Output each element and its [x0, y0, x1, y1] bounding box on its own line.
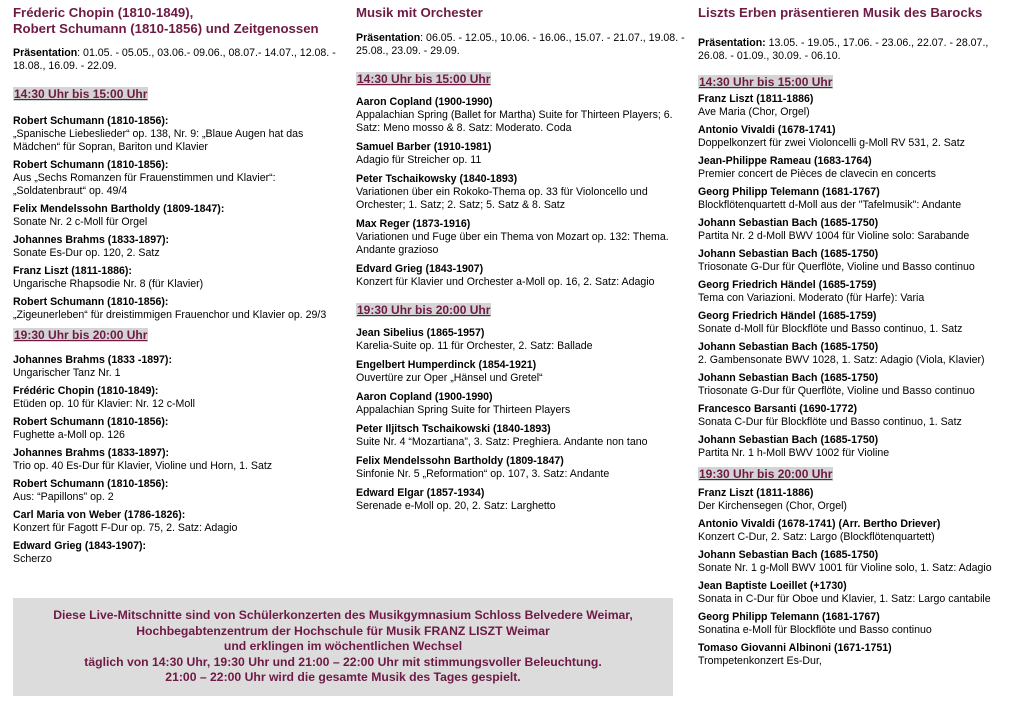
program-entry — [13, 296, 343, 322]
work-title: Premier concert de Pièces de clavecin en concerts — [698, 168, 936, 180]
praesentation-dates — [13, 47, 343, 73]
composer-name: Franz Liszt (1811-1886): — [13, 265, 132, 277]
program-entry — [356, 173, 686, 212]
composer-name: Tomaso Giovanni Albinoni (1671-1751) — [698, 642, 892, 654]
session-time-1430: 14:30 Uhr bis 15:00 Uhr — [14, 87, 148, 101]
composer-name: Georg Friedrich Händel (1685-1759) — [698, 310, 877, 322]
work-title: Serenade e-Moll op. 20, 2. Satz: Larghetto — [356, 500, 556, 512]
column-heading — [698, 5, 1020, 21]
composer-name: Carl Maria von Weber (1786-1826): — [13, 509, 186, 521]
program-entry — [698, 434, 1020, 460]
work-title: Ungarische Rhapsodie Nr. 8 (für Klavier) — [13, 278, 204, 290]
praesentation-text: : 01.05. - 05.05., 03.06.- 09.06., 08.07.- 14.07., 12.08. - 18.08., 16.09. - 22.09. — [13, 47, 336, 72]
work-title: Aus „Sechs Romanzen für Frauenstimmen und Klavier“: „Soldatenbraut“ op. 49/4 — [13, 172, 276, 197]
work-title: Fughette a-Moll op. 126 — [13, 429, 125, 441]
program-entry — [13, 385, 343, 411]
praesentation-text: : 06.05. - 12.05., 10.06. - 16.06., 15.07. - 21.07., 19.08. - 25.08., 23.09. - 29.09. — [356, 32, 685, 57]
program-entry — [698, 487, 1020, 513]
heading-line: Liszts Erben präsentieren Musik des Barocks — [698, 5, 983, 20]
composer-name: Johannes Brahms (1833-1897): — [13, 234, 170, 246]
composer-name: Antonio Vivaldi (1678-1741) — [698, 124, 836, 136]
composer-name: Johann Sebastian Bach (1685-1750) — [698, 217, 879, 229]
program-entry — [698, 611, 1020, 637]
program-entry — [698, 93, 1020, 119]
session-entries — [356, 96, 686, 289]
work-title: Der Kirchensegen (Chor, Orgel) — [698, 500, 847, 512]
composer-name: Antonio Vivaldi (1678-1741) (Arr. Bertho Driever) — [698, 518, 941, 530]
session-entries — [13, 115, 343, 322]
composer-name: Robert Schumann (1810-1856): — [13, 296, 169, 308]
session-time-1430: 14:30 Uhr bis 15:00 Uhr — [699, 75, 833, 89]
program-entry — [13, 447, 343, 473]
column-orchester — [356, 0, 686, 513]
work-title: Adagio für Streicher op. 11 — [356, 154, 482, 166]
work-title: Blockflötenquartett d-Moll aus der "Tafelmusik": Andante — [698, 199, 962, 211]
column-barock — [698, 0, 1020, 668]
program-entry — [13, 115, 343, 154]
column-heading — [356, 5, 686, 21]
work-title: Trompetenkonzert Es-Dur, — [698, 655, 822, 667]
session-time-1930: 19:30 Uhr bis 20:00 Uhr — [357, 303, 491, 317]
praesentation-text: 13.05. - 19.05., 17.06. - 23.06., 22.07. - 28.07., 26.08. - 01.09., 30.09. - 06.10. — [698, 37, 989, 62]
program-entry — [698, 186, 1020, 212]
program-entry — [698, 372, 1020, 398]
composer-name: Frédéric Chopin (1810-1849): — [13, 385, 159, 397]
work-title: Sonate d-Moll für Blockflöte und Basso continuo, 1. Satz — [698, 323, 963, 335]
composer-name: Jean-Philippe Rameau (1683-1764) — [698, 155, 872, 167]
composer-name: Johannes Brahms (1833 -1897): — [13, 354, 172, 366]
composer-name: Edward Elgar (1857-1934) — [356, 487, 485, 499]
composer-name: Peter Iljitsch Tschaikowski (1840-1893) — [356, 423, 551, 435]
composer-name: Jean Sibelius (1865-1957) — [356, 327, 485, 339]
praesentation-dates — [698, 37, 1020, 63]
work-title: Sonatina e-Moll für Blockflöte und Basso continuo — [698, 624, 932, 636]
program-entry — [698, 580, 1020, 606]
program-entry — [356, 263, 686, 289]
work-title: Karelia-Suite op. 11 für Orchester, 2. Satz: Ballade — [356, 340, 593, 352]
work-title: Sonata in C-Dur für Oboe und Klavier, 1. Satz: Largo cantabile — [698, 593, 991, 605]
program-entry — [698, 642, 1020, 668]
work-title: „Spanische Liebeslieder“ op. 138, Nr. 9: „Blaue Augen hat das Mädchen“ für Sopran, Bariton und Klavier — [13, 128, 304, 153]
work-title: Sonate Nr. 2 c-Moll für Orgel — [13, 216, 148, 228]
composer-name: Samuel Barber (1910-1981) — [356, 141, 492, 153]
praesentation-dates — [356, 32, 686, 58]
work-title: Partita Nr. 2 d-Moll BWV 1004 für Violine solo: Sarabande — [698, 230, 970, 242]
column-heading — [13, 5, 343, 37]
work-title: Ungarischer Tanz Nr. 1 — [13, 367, 121, 379]
program-entry — [698, 518, 1020, 544]
notice-line: täglich von 14:30 Uhr, 19:30 Uhr und 21:00 – 22:00 Uhr mit stimmungsvoller Beleuchtung. — [84, 654, 602, 669]
program-entry — [698, 248, 1020, 274]
program-entry — [698, 217, 1020, 243]
program-entry — [13, 540, 343, 566]
session-entries — [698, 93, 1020, 460]
program-entry — [698, 310, 1020, 336]
work-title: Variationen über ein Rokoko-Thema op. 33 für Violoncello und Orchester; 1. Satz; 2. Satz; 5. Satz & 8. Satz — [356, 186, 648, 211]
work-title: Etüden op. 10 für Klavier: Nr. 12 c-Moll — [13, 398, 195, 410]
program-entry — [698, 279, 1020, 305]
composer-name: Robert Schumann (1810-1856): — [13, 478, 169, 490]
program-entry — [356, 487, 686, 513]
work-title: Aus: “Papillons” op. 2 — [13, 491, 114, 503]
praesentation-label: Präsentation: — [698, 37, 766, 49]
work-title: Konzert für Fagott F-Dur op. 75, 2. Satz: Adagio — [13, 522, 238, 534]
work-title: Sonate Nr. 1 g-Moll BWV 1001 für Violine solo, 1. Satz: Adagio — [698, 562, 992, 574]
program-entry — [698, 124, 1020, 150]
work-title: Appalachian Spring (Ballet for Martha) Suite for Thirteen Players; 6. Satz: Meno mosso & 8. Satz: Moderato. Coda — [356, 109, 673, 134]
notice-line: 21:00 – 22:00 Uhr wird die gesamte Musik des Tages gespielt. — [165, 670, 521, 684]
praesentation-label: Präsentation — [356, 32, 421, 44]
program-entry — [13, 354, 343, 380]
work-title: Suite Nr. 4 “Mozartiana”, 3. Satz: Preghiera. Andante non tano — [356, 436, 648, 448]
column-chopin-schumann — [13, 0, 343, 566]
program-entry — [13, 509, 343, 535]
praesentation-label: Präsentation — [13, 47, 78, 59]
program-entry — [356, 423, 686, 449]
heading-line: Fréderic Chopin (1810-1849), — [13, 5, 194, 20]
program-entry — [13, 159, 343, 198]
composer-name: Peter Tschaikowsky (1840-1893) — [356, 173, 518, 185]
composer-name: Max Reger (1873-1916) — [356, 218, 471, 230]
composer-name: Georg Philipp Telemann (1681-1767) — [698, 186, 880, 198]
composer-name: Johannes Brahms (1833-1897): — [13, 447, 170, 459]
work-title: Doppelkonzert für zwei Violoncelli g-Moll RV 531, 2. Satz — [698, 137, 965, 149]
composer-name: Felix Mendelssohn Bartholdy (1809-1847): — [13, 203, 225, 215]
composer-name: Aaron Copland (1900-1990) — [356, 391, 493, 403]
program-entry — [356, 327, 686, 353]
composer-name: Jean Baptiste Loeillet (+1730) — [698, 580, 847, 592]
work-title: Appalachian Spring Suite for Thirteen Players — [356, 404, 571, 416]
work-title: Scherzo — [13, 553, 52, 565]
work-title: Ouvertüre zur Oper „Hänsel und Gretel“ — [356, 372, 543, 384]
session-time-1930: 19:30 Uhr bis 20:00 Uhr — [14, 328, 148, 342]
work-title: Sonata C-Dur für Blockflöte und Basso continuo, 1. Satz — [698, 416, 962, 428]
composer-name: Edward Grieg (1843-1907): — [13, 540, 147, 552]
heading-line: Robert Schumann (1810-1856) und Zeitgenossen — [13, 21, 319, 36]
heading-line: Musik mit Orchester — [356, 5, 483, 20]
composer-name: Robert Schumann (1810-1856): — [13, 159, 169, 171]
program-entry — [356, 96, 686, 135]
program-entry — [356, 141, 686, 167]
program-entry — [356, 359, 686, 385]
work-title: Triosonate G-Dur für Querflöte, Violine und Basso continuo — [698, 261, 975, 273]
program-entry — [356, 218, 686, 257]
program-entry — [13, 265, 343, 291]
program-entry — [698, 549, 1020, 575]
program-entry — [13, 234, 343, 260]
notice-line: Hochbegabtenzentrum der Hochschule für Musik FRANZ LISZT Weimar — [136, 623, 550, 638]
work-title: 2. Gambensonate BWV 1028, 1. Satz: Adagio (Viola, Klavier) — [698, 354, 985, 366]
work-title: Partita Nr. 1 h-Moll BWV 1002 für Violine — [698, 447, 890, 459]
composer-name: Georg Friedrich Händel (1685-1759) — [698, 279, 877, 291]
work-title: „Zigeunerleben“ für dreistimmigen Frauenchor und Klavier op. 29/3 — [13, 309, 327, 321]
work-title: Konzert C-Dur, 2. Satz: Largo (Blockflötenquartett) — [698, 531, 935, 543]
program-entry — [698, 341, 1020, 367]
work-title: Triosonate G-Dur für Querflöte, Violine und Basso continuo — [698, 385, 975, 397]
program-entry — [13, 416, 343, 442]
program-entry — [698, 403, 1020, 429]
work-title: Sinfonie Nr. 5 „Reformation“ op. 107, 3. Satz: Andante — [356, 468, 610, 480]
composer-name: Johann Sebastian Bach (1685-1750) — [698, 248, 879, 260]
program-entry — [698, 155, 1020, 181]
session-entries — [356, 327, 686, 513]
program-entry — [13, 478, 343, 504]
composer-name: Johann Sebastian Bach (1685-1750) — [698, 341, 879, 353]
composer-name: Edvard Grieg (1843-1907) — [356, 263, 484, 275]
notice-box — [13, 598, 673, 696]
session-time-1930: 19:30 Uhr bis 20:00 Uhr — [699, 467, 833, 481]
composer-name: Johann Sebastian Bach (1685-1750) — [698, 434, 879, 446]
session-time-1430: 14:30 Uhr bis 15:00 Uhr — [357, 72, 491, 86]
composer-name: Franz Liszt (1811-1886) — [698, 487, 814, 499]
notice-line: Diese Live-Mitschnitte sind von Schülerkonzerten des Musikgymnasium Schloss Belvedere Weimar, — [53, 608, 633, 622]
work-title: Konzert für Klavier und Orchester a-Moll op. 16, 2. Satz: Adagio — [356, 276, 655, 288]
program-entry — [13, 203, 343, 229]
notice-line: und erklingen im wöchentlichen Wechsel — [223, 639, 463, 653]
program-entry — [356, 391, 686, 417]
program-entry — [356, 455, 686, 481]
work-title: Tema con Variazioni. Moderato (für Harfe): Varia — [698, 292, 925, 304]
composer-name: Robert Schumann (1810-1856): — [13, 115, 169, 127]
composer-name: Francesco Barsanti (1690-1772) — [698, 403, 857, 415]
work-title: Ave Maria (Chor, Orgel) — [698, 106, 810, 118]
composer-name: Johann Sebastian Bach (1685-1750) — [698, 372, 879, 384]
composer-name: Franz Liszt (1811-1886) — [698, 93, 814, 105]
composer-name: Georg Philipp Telemann (1681-1767) — [698, 611, 880, 623]
composer-name: Johann Sebastian Bach (1685-1750) — [698, 549, 879, 561]
composer-name: Engelbert Humperdinck (1854-1921) — [356, 359, 537, 371]
work-title: Variationen und Fuge über ein Thema von Mozart op. 132: Thema. Andante grazioso — [356, 231, 669, 256]
work-title: Trio op. 40 Es-Dur für Klavier, Violine und Horn, 1. Satz — [13, 460, 273, 472]
work-title: Sonate Es-Dur op. 120, 2. Satz — [13, 247, 160, 259]
session-entries — [13, 354, 343, 566]
composer-name: Aaron Copland (1900-1990) — [356, 96, 493, 108]
session-entries — [698, 487, 1020, 668]
composer-name: Felix Mendelssohn Bartholdy (1809-1847) — [356, 455, 564, 467]
composer-name: Robert Schumann (1810-1856): — [13, 416, 169, 428]
